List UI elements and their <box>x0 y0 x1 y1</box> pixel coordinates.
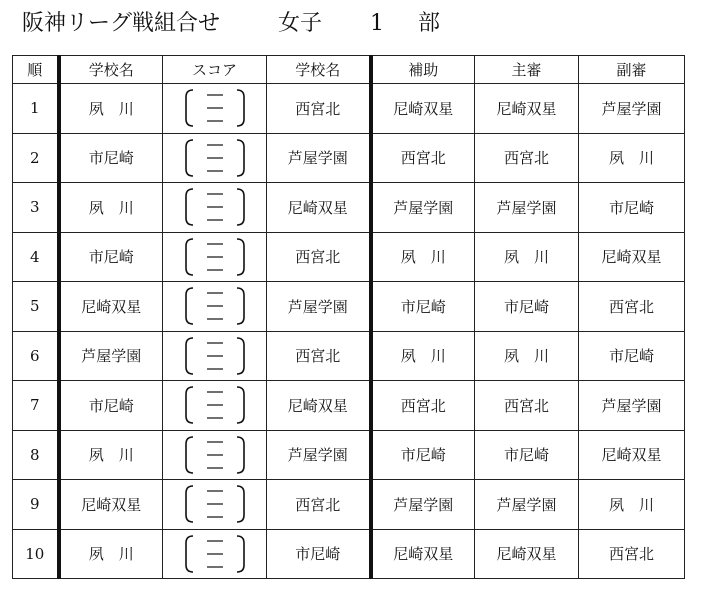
score-separator <box>183 286 247 326</box>
row-chief: 芦屋学園 <box>475 480 579 530</box>
table-row <box>13 480 685 530</box>
score-entry[interactable] <box>183 336 247 376</box>
header-assist: 補助 <box>371 56 475 84</box>
row-deputy: 市尼崎 <box>579 183 685 233</box>
row-assist: 西宮北 <box>371 381 475 431</box>
row-deputy: 芦屋学園 <box>579 84 685 134</box>
row-order: 4 <box>13 232 59 282</box>
row-assist: 市尼崎 <box>371 282 475 332</box>
score-separator <box>183 534 247 574</box>
row-score[interactable] <box>163 529 267 579</box>
header-school1: 学校名 <box>59 56 163 84</box>
table-row <box>13 529 685 579</box>
score-separator <box>183 336 247 376</box>
row-chief: 芦屋学園 <box>475 183 579 233</box>
row-assist: 尼崎双星 <box>371 84 475 134</box>
header-school2: 学校名 <box>267 56 371 84</box>
row-deputy: 夙 川 <box>579 480 685 530</box>
score-entry[interactable] <box>183 484 247 524</box>
score-entry[interactable] <box>183 187 247 227</box>
row-deputy: 尼崎双星 <box>579 232 685 282</box>
table-row <box>13 331 685 381</box>
title-main: 阪神リーグ戦組合せ <box>22 11 221 36</box>
score-separator <box>183 435 247 475</box>
score-separator <box>183 138 247 178</box>
page-title <box>22 9 440 39</box>
row-school2: 西宮北 <box>267 232 371 282</box>
table-row <box>13 381 685 431</box>
row-score[interactable] <box>163 430 267 480</box>
row-order: 10 <box>13 529 59 579</box>
row-school2: 市尼崎 <box>267 529 371 579</box>
row-score[interactable] <box>163 133 267 183</box>
row-school2: 芦屋学園 <box>267 282 371 332</box>
score-separator <box>183 187 247 227</box>
row-school1: 夙 川 <box>59 430 163 480</box>
header-chief: 主審 <box>475 56 579 84</box>
row-school2: 西宮北 <box>267 84 371 134</box>
row-assist: 西宮北 <box>371 133 475 183</box>
row-deputy: 市尼崎 <box>579 331 685 381</box>
row-deputy: 芦屋学園 <box>579 381 685 431</box>
row-school1: 市尼崎 <box>59 133 163 183</box>
row-chief: 市尼崎 <box>475 430 579 480</box>
row-chief: 西宮北 <box>475 381 579 431</box>
score-entry[interactable] <box>183 534 247 574</box>
table-row <box>13 84 685 134</box>
row-assist: 夙 川 <box>371 232 475 282</box>
score-entry[interactable] <box>183 138 247 178</box>
row-school2: 西宮北 <box>267 480 371 530</box>
row-deputy: 西宮北 <box>579 529 685 579</box>
title-division: 女子 <box>278 11 323 36</box>
title-number: 1 <box>370 11 385 36</box>
row-assist: 芦屋学園 <box>371 480 475 530</box>
score-entry[interactable] <box>183 237 247 277</box>
header-score: スコア <box>163 56 267 84</box>
score-separator <box>183 237 247 277</box>
row-chief: 夙 川 <box>475 232 579 282</box>
row-school2: 尼崎双星 <box>267 381 371 431</box>
row-school2: 芦屋学園 <box>267 430 371 480</box>
match-schedule-table <box>12 55 685 579</box>
row-school1: 芦屋学園 <box>59 331 163 381</box>
header-deputy: 副審 <box>579 56 685 84</box>
header-row <box>13 56 685 84</box>
row-deputy: 西宮北 <box>579 282 685 332</box>
row-chief: 夙 川 <box>475 331 579 381</box>
row-score[interactable] <box>163 331 267 381</box>
score-entry[interactable] <box>183 286 247 326</box>
row-deputy: 尼崎双星 <box>579 430 685 480</box>
row-score[interactable] <box>163 232 267 282</box>
row-score[interactable] <box>163 381 267 431</box>
row-chief: 市尼崎 <box>475 282 579 332</box>
row-school1: 夙 川 <box>59 183 163 233</box>
row-order: 6 <box>13 331 59 381</box>
table-row <box>13 282 685 332</box>
header-order: 順 <box>13 56 59 84</box>
score-separator <box>183 88 247 128</box>
title-part: 部 <box>418 11 441 36</box>
row-school1: 市尼崎 <box>59 232 163 282</box>
score-separator <box>183 385 247 425</box>
table-row <box>13 133 685 183</box>
score-entry[interactable] <box>183 435 247 475</box>
row-school1: 夙 川 <box>59 529 163 579</box>
row-order: 5 <box>13 282 59 332</box>
row-school1: 尼崎双星 <box>59 282 163 332</box>
row-chief: 尼崎双星 <box>475 84 579 134</box>
row-score[interactable] <box>163 183 267 233</box>
table-row <box>13 430 685 480</box>
row-school2: 西宮北 <box>267 331 371 381</box>
row-order: 1 <box>13 84 59 134</box>
row-school2: 芦屋学園 <box>267 133 371 183</box>
row-order: 8 <box>13 430 59 480</box>
table-row <box>13 232 685 282</box>
score-entry[interactable] <box>183 88 247 128</box>
row-score[interactable] <box>163 480 267 530</box>
row-order: 7 <box>13 381 59 431</box>
row-assist: 夙 川 <box>371 331 475 381</box>
row-school1: 夙 川 <box>59 84 163 134</box>
row-chief: 西宮北 <box>475 133 579 183</box>
row-score[interactable] <box>163 84 267 134</box>
score-separator <box>183 484 247 524</box>
row-assist: 尼崎双星 <box>371 529 475 579</box>
row-deputy: 夙 川 <box>579 133 685 183</box>
score-entry[interactable] <box>183 385 247 425</box>
row-school1: 尼崎双星 <box>59 480 163 530</box>
row-school2: 尼崎双星 <box>267 183 371 233</box>
row-assist: 芦屋学園 <box>371 183 475 233</box>
row-score[interactable] <box>163 282 267 332</box>
row-school1: 市尼崎 <box>59 381 163 431</box>
row-order: 3 <box>13 183 59 233</box>
row-order: 2 <box>13 133 59 183</box>
row-assist: 市尼崎 <box>371 430 475 480</box>
row-chief: 尼崎双星 <box>475 529 579 579</box>
row-order: 9 <box>13 480 59 530</box>
table-row <box>13 183 685 233</box>
